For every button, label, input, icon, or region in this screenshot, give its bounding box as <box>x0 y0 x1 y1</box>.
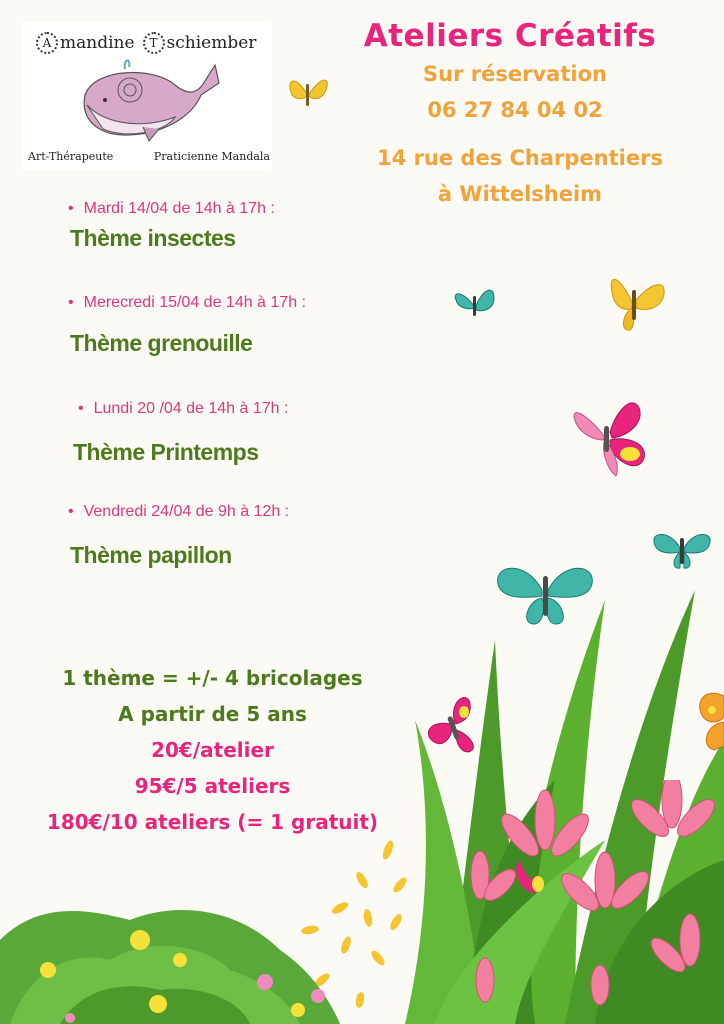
session-theme: Thème papillon <box>70 542 232 568</box>
reservation-text: Sur réservation <box>423 62 607 86</box>
logo-initial-a: A <box>42 36 52 50</box>
pricing-line: 1 thème = +/- 4 bricolages <box>62 666 363 690</box>
pricing-line: 95€/5 ateliers <box>134 774 291 798</box>
butterfly-icon <box>450 282 500 328</box>
mandala-icon <box>36 32 58 54</box>
session-theme: Thème Printemps <box>73 439 259 465</box>
butterfly-icon <box>568 396 654 482</box>
session-theme: Thème grenouille <box>70 330 253 356</box>
session-date: • Mardi 14/04 de 14h à 17h : <box>68 200 275 218</box>
logo-subtitle-left: Art-Thérapeute <box>28 150 114 163</box>
logo-subtitles <box>28 150 278 163</box>
butterfly-icon <box>692 686 724 756</box>
session-theme: Thème insectes <box>70 225 236 251</box>
whale-icon <box>75 55 225 147</box>
logo-name <box>36 30 266 56</box>
address-line1: 14 rue des Charpentiers <box>377 146 663 170</box>
session-date: • Merecredi 15/04 de 14h à 17h : <box>68 294 306 312</box>
pricing-line: 20€/atelier <box>151 738 274 762</box>
logo-name-part-1: mandine <box>60 33 135 53</box>
flower-icon <box>0 900 340 1024</box>
session-date: • Lundi 20 /04 de 14h à 17h : <box>78 400 288 418</box>
logo-subtitle-right: Praticienne Mandala <box>153 150 270 163</box>
logo-initial-t: T <box>149 36 158 50</box>
pricing-line: 180€/10 ateliers (= 1 gratuit) <box>46 810 379 834</box>
logo-name-part-2: schiember <box>166 33 257 53</box>
page-title: Ateliers Créatifs <box>363 18 657 54</box>
butterfly-icon <box>285 70 331 116</box>
flower-icon <box>440 780 724 1024</box>
pricing-line: A partir de 5 ans <box>118 702 307 726</box>
pricing-block <box>20 660 405 840</box>
address-line2: à Wittelsheim <box>437 182 603 206</box>
session-date: • Vendredi 24/04 de 9h à 12h : <box>68 503 289 521</box>
butterfly-icon <box>600 268 670 338</box>
mandala-icon <box>143 32 165 54</box>
butterfly-icon <box>650 528 714 572</box>
phone-number: 06 27 84 04 02 <box>427 98 603 122</box>
